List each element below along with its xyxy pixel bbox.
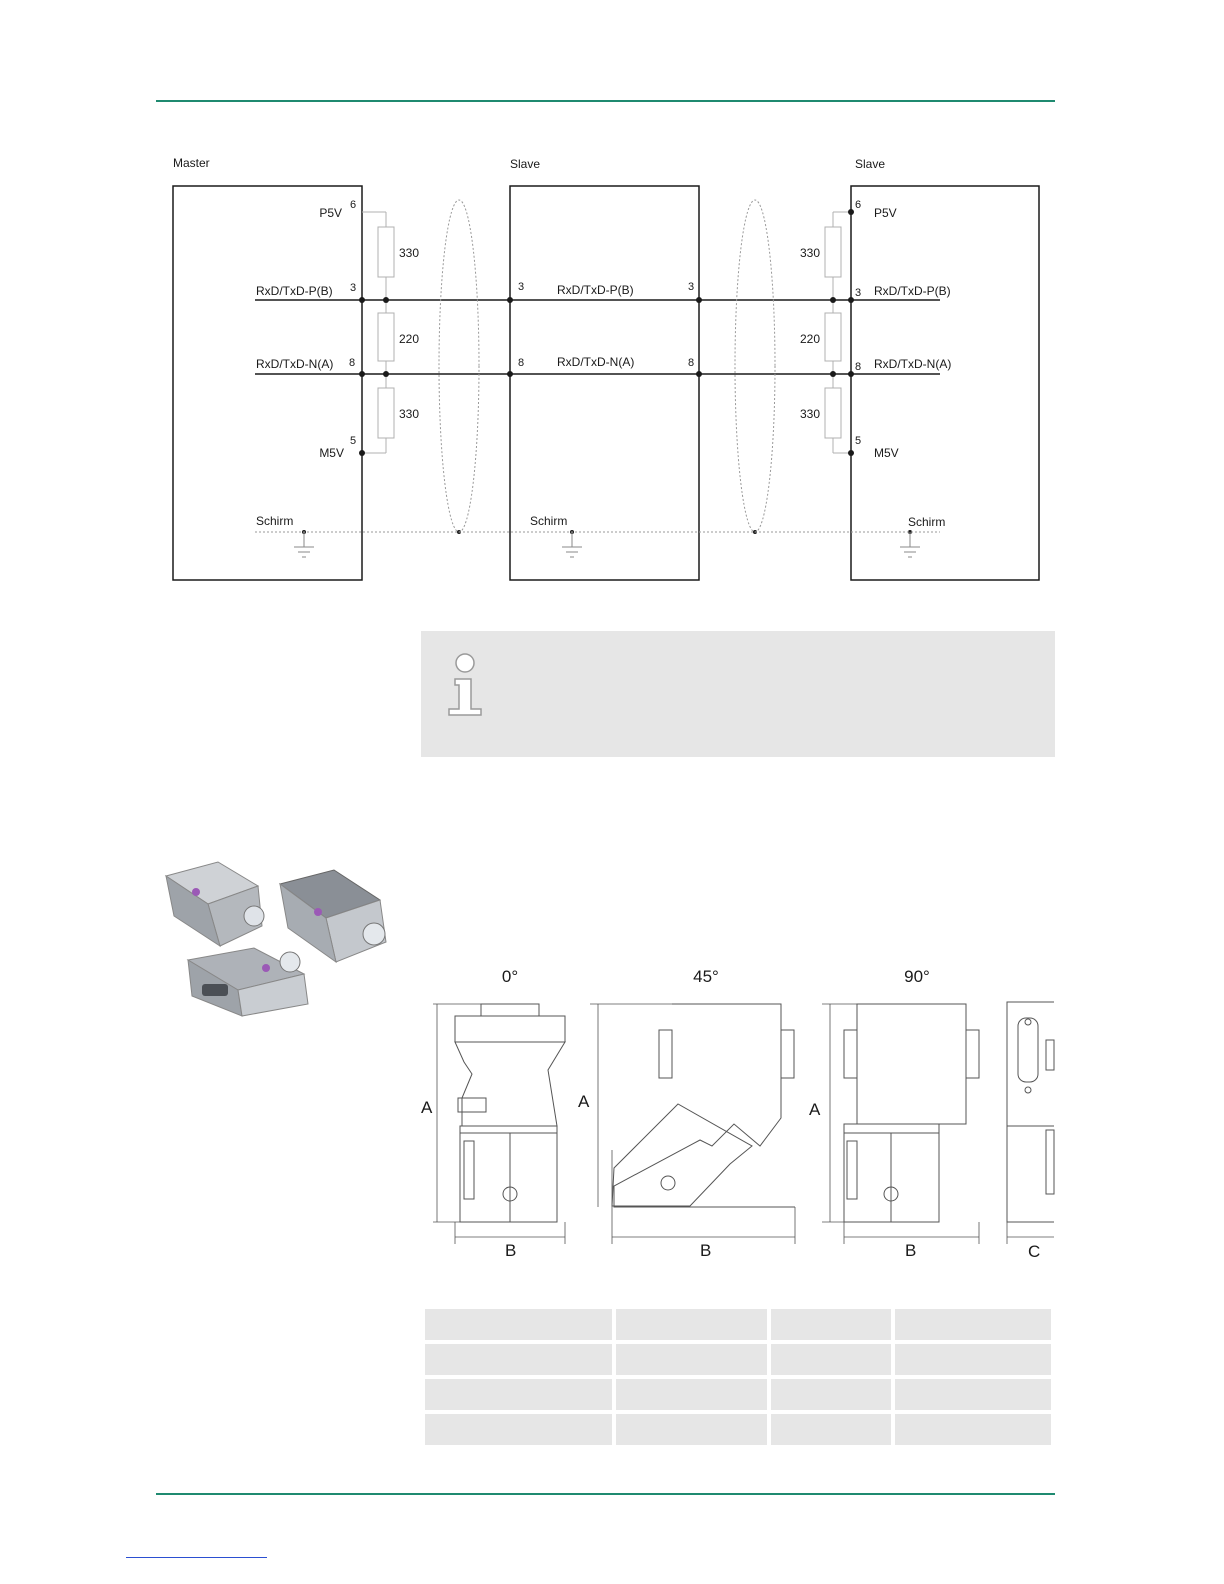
master-pin-8: 8	[349, 357, 356, 369]
slave2-shield-label: Schirm	[908, 515, 946, 529]
table-cell	[425, 1379, 612, 1410]
table-cell	[895, 1344, 1051, 1375]
master-resistor-upper: 330	[399, 246, 420, 260]
slave1-pin-8-right: 8	[688, 357, 695, 369]
connector-dimension-drawings	[410, 960, 1060, 1270]
table-cell	[771, 1309, 892, 1340]
angle-0-label: 0°	[501, 967, 519, 986]
connector-0deg	[455, 1004, 565, 1222]
bus-connector-photo	[158, 856, 398, 1032]
master-rxd-p-label: RxD/TxD-P(B)	[256, 284, 333, 298]
slave2-pin-5: 5	[855, 435, 862, 447]
slave2-resistor-lower: 330	[799, 407, 820, 421]
table-row	[425, 1344, 1051, 1375]
connector-drawing-2	[280, 870, 386, 962]
master-p5v-label: P5V	[319, 206, 342, 220]
table-row	[425, 1414, 1051, 1445]
slave1-shield-label: Schirm	[530, 514, 568, 528]
table-cell	[616, 1414, 767, 1445]
table-cell	[425, 1344, 612, 1375]
slave-title-2: Slave	[855, 157, 886, 171]
dim-c: C	[1028, 1242, 1041, 1261]
ground-symbols	[294, 532, 920, 557]
table-cell	[771, 1379, 892, 1410]
slave-title-1: Slave	[510, 157, 541, 171]
footer-rule	[156, 1493, 1055, 1495]
dim-b-0: B	[505, 1241, 517, 1260]
footnote-link-underline[interactable]	[126, 1557, 267, 1558]
slave2-resistor-middle: 220	[799, 332, 820, 346]
master-shield-label: Schirm	[256, 514, 294, 528]
table-cell	[616, 1309, 767, 1340]
angle-90-label: 90°	[904, 967, 930, 986]
connector-side-view	[1007, 1002, 1054, 1222]
dim-b-45: B	[700, 1241, 712, 1260]
slave2-resistor-upper: 330	[799, 246, 820, 260]
slave1-rxd-n-label: RxD/TxD-N(A)	[557, 355, 635, 369]
table-cell	[895, 1309, 1051, 1340]
dim-a-0: A	[421, 1098, 433, 1117]
connector-drawing-3	[188, 948, 308, 1016]
table-cell	[895, 1379, 1051, 1410]
master-pin-3: 3	[350, 282, 357, 294]
table-cell	[771, 1344, 892, 1375]
slave2-pin-3: 3	[855, 287, 862, 299]
slave1-pin-8-left: 8	[518, 357, 525, 369]
dim-a-45: A	[578, 1092, 590, 1111]
dim-b-90: B	[905, 1241, 917, 1260]
table-cell	[771, 1414, 892, 1445]
connector-45deg	[612, 1004, 795, 1207]
master-pin-6: 6	[350, 199, 357, 211]
table-cell	[616, 1344, 767, 1375]
table-row	[425, 1379, 1051, 1410]
table-cell	[425, 1309, 612, 1340]
table-cell	[895, 1414, 1051, 1445]
master-resistor-lower: 330	[399, 407, 420, 421]
angle-45-label: 45°	[693, 967, 719, 986]
dim-a-90: A	[809, 1100, 821, 1119]
cable-shield-2	[735, 200, 775, 532]
cable-shield-1	[439, 200, 479, 532]
slave-termination	[825, 212, 851, 453]
master-pin-5: 5	[350, 435, 357, 447]
slave1-pin-3-right: 3	[688, 281, 695, 293]
info-icon	[445, 651, 485, 717]
master-m5v-label: M5V	[319, 446, 344, 460]
slave1-pin-3-left: 3	[518, 281, 525, 293]
slave2-m5v-label: M5V	[874, 446, 899, 460]
slave2-rxd-n-label: RxD/TxD-N(A)	[874, 357, 952, 371]
bus-wiring-diagram	[0, 0, 1224, 600]
info-note	[421, 631, 1055, 757]
slave2-pin-8: 8	[855, 361, 862, 373]
master-title: Master	[173, 156, 210, 170]
table-cell	[425, 1414, 612, 1445]
master-rxd-n-label: RxD/TxD-N(A)	[256, 357, 334, 371]
master-termination	[362, 212, 394, 453]
connector-drawing-1	[166, 862, 264, 946]
dimension-table	[421, 1305, 1055, 1449]
slave2-pin-6: 6	[855, 199, 862, 211]
slave1-rxd-p-label: RxD/TxD-P(B)	[557, 283, 634, 297]
slave2-p5v-label: P5V	[874, 206, 897, 220]
table-cell	[616, 1379, 767, 1410]
connector-90deg	[844, 1004, 979, 1222]
master-resistor-middle: 220	[399, 332, 420, 346]
table-row	[425, 1309, 1051, 1340]
slave2-rxd-p-label: RxD/TxD-P(B)	[874, 284, 951, 298]
